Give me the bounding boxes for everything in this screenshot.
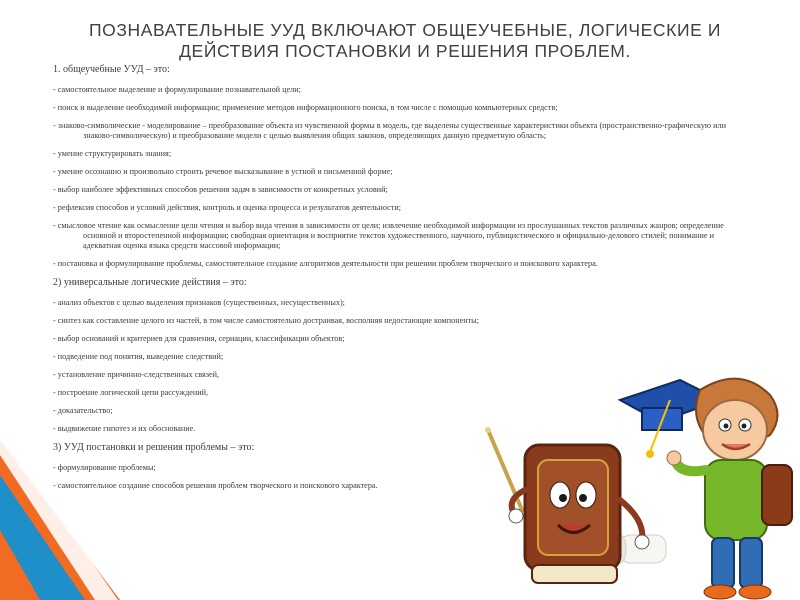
- slide-title: ПОЗНАВАТЕЛЬНЫЕ УУД ВКЛЮЧАЮТ ОБЩЕУЧЕБНЫЕ, ЛОГИЧЕСКИЕ И ДЕЙСТВИЯ ПОСТАНОВКИ И РЕШЕНИЯ ПРОБЛЕМ.: [88, 20, 722, 61]
- list-item: - поиск и выделение необходимой информации; применение методов информационного поиска, в том числе с помощью компьютерных средств;: [53, 103, 558, 112]
- list-item: - синтез как составление целого из частей, в том числе самостоятельно достраивая, восполняя недостающие компоненты;: [53, 316, 479, 325]
- list-item: - формулирование проблемы;: [53, 463, 156, 472]
- list-item: - анализ объектов с целью выделения признаков (существенных, несущественных);: [53, 298, 345, 307]
- list-item: - выбор оснований и критериев для сравнения, сериации, классификации объектов;: [53, 334, 345, 343]
- section-heading-1: 1. общеучебные УУД – это:: [53, 64, 170, 75]
- list-item: - смысловое чтение как осмысление цели чтения и выбор вида чтения в зависимости от цели; извлечение необходимой информации из прослушанных текстов различных жанров; определение основной и второстепенной информации; свободная ориентация и восприятие текстов художественного, научного, публицистического и официально-делового стилей; понимание и адекватная оценка языка средств массовой информации;: [53, 221, 724, 250]
- list-item: - выбор наиболее эффективных способов решения задач в зависимости от конкретных условий;: [53, 185, 388, 194]
- list-item: - установление причинно-следственных связей,: [53, 370, 220, 379]
- cartoon-illustration: [470, 360, 800, 600]
- list-item: - умение структурировать знания;: [53, 149, 172, 158]
- list-item: - построение логической цепи рассуждений,: [53, 388, 209, 397]
- list-item: - выдвижение гипотез и их обоснование.: [53, 424, 196, 433]
- section-heading-3: 3) УУД постановки и решения проблемы – это:: [53, 442, 255, 453]
- list-item: - самостоятельное создание способов решения проблем творческого и поискового характера.: [53, 481, 378, 490]
- list-item: - подведение под понятия, выведение следствий;: [53, 352, 224, 361]
- list-item: - постановка и формулирование проблемы, самостоятельное создание алгоритмов деятельности при решении проблем творческого и поискового характера.: [53, 259, 598, 268]
- list-item: - рефлексия способов и условий действия, контроль и оценка процесса и результатов деятельности;: [53, 203, 401, 212]
- list-item: - самостоятельное выделение и формулирование познавательной цели;: [53, 85, 301, 94]
- section-heading-2: 2) универсальные логические действия – это:: [53, 277, 247, 288]
- list-item: - доказательство;: [53, 406, 113, 415]
- list-item: - умение осознанно и произвольно строить речевое высказывание в устной и письменной форме;: [53, 167, 393, 176]
- list-item: - знаково-символические - моделирование – преобразование объекта из чувственной формы в модель, где выделены существенные характеристики объекта (пространственно-графическую или знаково-символическую) и преобразование модели с целью выявления общих законов, определяющих данную предметную область;: [53, 121, 726, 140]
